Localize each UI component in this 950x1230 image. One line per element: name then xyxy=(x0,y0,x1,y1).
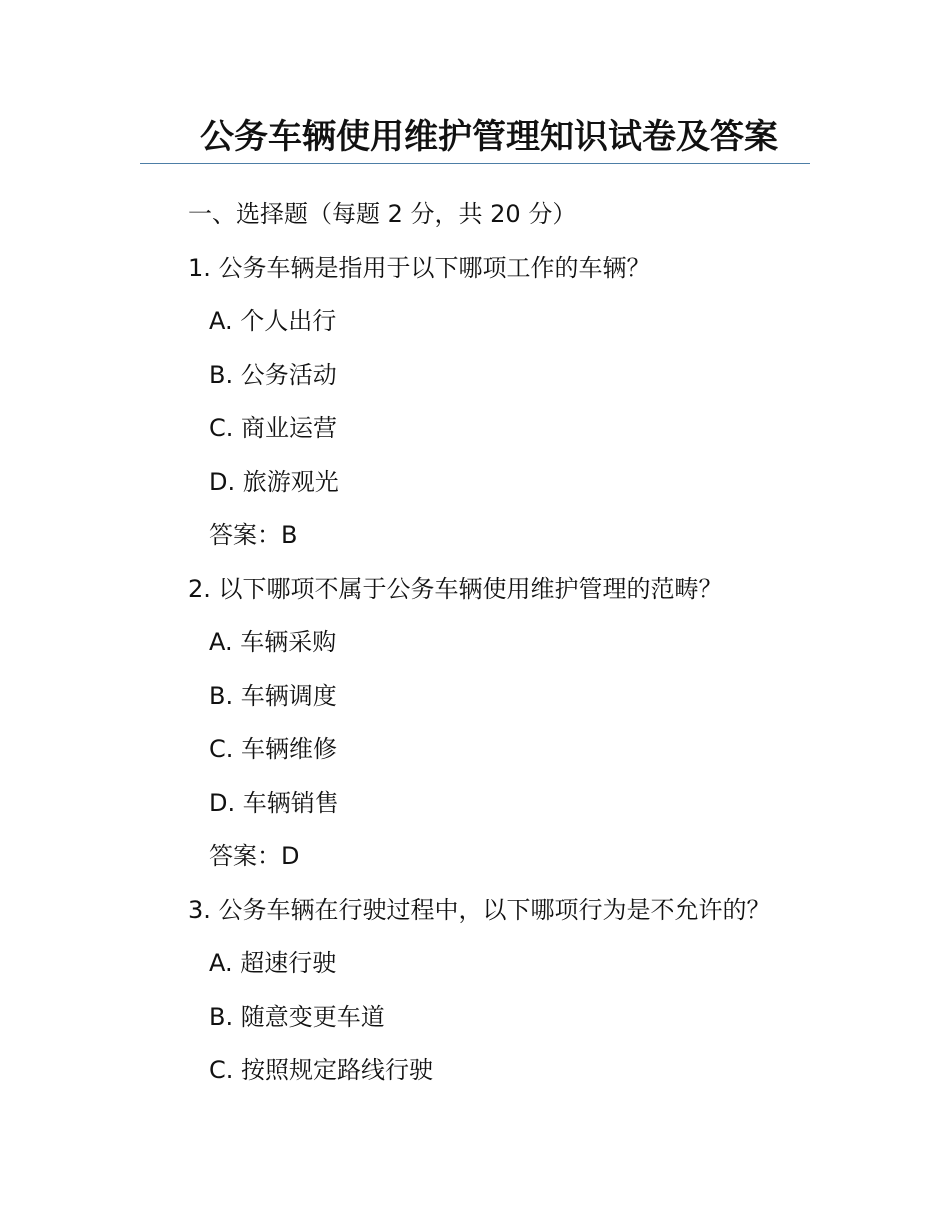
section-heading: 一、选择题（每题 2 分，共 20 分） xyxy=(188,200,577,228)
question-3-option-a: A. 超速行驶 xyxy=(209,949,337,977)
question-1-option-d: D. 旅游观光 xyxy=(209,468,339,496)
question-2-stem: 2. 以下哪项不属于公务车辆使用维护管理的范畴？ xyxy=(188,575,723,603)
question-2-option-a: A. 车辆采购 xyxy=(209,628,337,656)
question-2-answer: 答案：D xyxy=(209,842,300,870)
title-underline xyxy=(140,163,810,164)
question-1-option-c: C. 商业运营 xyxy=(209,414,338,442)
question-2-option-c: C. 车辆维修 xyxy=(209,735,338,763)
question-3-option-c: C. 按照规定路线行驶 xyxy=(209,1056,434,1084)
question-2-option-d: D. 车辆销售 xyxy=(209,789,339,817)
question-3-stem: 3. 公务车辆在行驶过程中，以下哪项行为是不允许的？ xyxy=(188,896,771,924)
question-1-stem: 1. 公务车辆是指用于以下哪项工作的车辆？ xyxy=(188,254,651,282)
question-2-option-b: B. 车辆调度 xyxy=(209,682,337,710)
question-1-option-b: B. 公务活动 xyxy=(209,361,337,389)
question-1-answer: 答案：B xyxy=(209,521,298,549)
document-title: 公务车辆使用维护管理知识试卷及答案 xyxy=(200,117,778,157)
question-1-option-a: A. 个人出行 xyxy=(209,307,337,335)
question-3-option-b: B. 随意变更车道 xyxy=(209,1003,385,1031)
